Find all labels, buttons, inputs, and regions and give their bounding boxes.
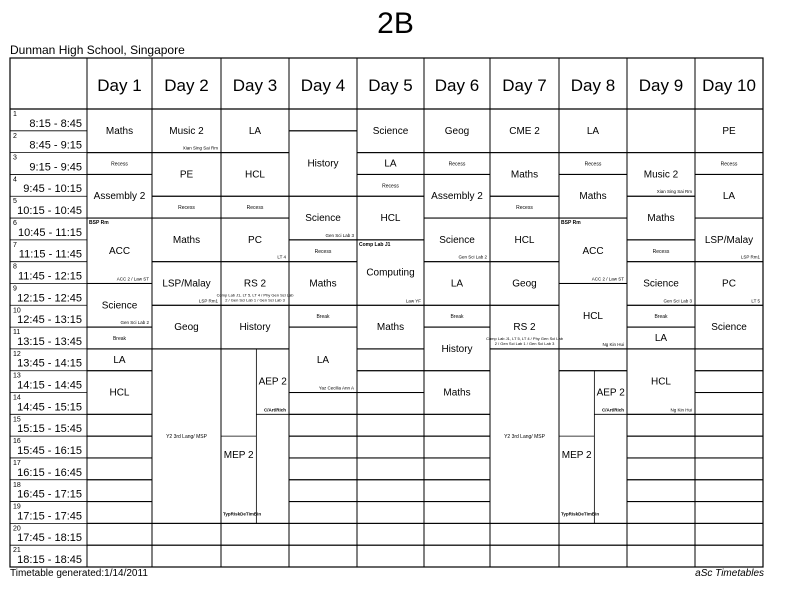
lesson-cell: [424, 480, 490, 502]
lesson-teacher: ACC 2 / Law ST: [116, 276, 149, 282]
lesson-subject: Recess: [111, 161, 128, 168]
lesson-subject: Science: [643, 278, 679, 290]
day-header: Day 8: [570, 76, 616, 95]
period-number: 12: [13, 350, 21, 358]
lesson-subject: Music 2: [643, 169, 679, 181]
lesson-teacher: C/Art/Rich: [263, 407, 286, 413]
period-time: 16:45 - 17:15: [17, 488, 82, 501]
lesson-subject: AEP 2: [596, 387, 625, 399]
lesson-subject: Recess: [314, 248, 332, 255]
lesson-cell: [695, 502, 763, 524]
lesson-note: 2 / Gen Sci Lab 1 / Gen Sci Lab 3: [225, 297, 285, 303]
lesson-subject: Break: [316, 314, 330, 321]
lesson-subject: RS 2: [243, 278, 267, 290]
page-title: 2B: [377, 7, 414, 40]
period-number: 9: [13, 285, 17, 293]
period-number: 3: [13, 154, 17, 162]
lesson-note: 2 / Gen Sci Lab 1 / Gen Sci Lab 3: [494, 340, 555, 346]
lesson-cell: [627, 436, 695, 458]
lesson-cell: [695, 545, 763, 567]
day-header: Day 6: [434, 76, 480, 95]
period-number: 19: [13, 503, 21, 511]
lesson-cell: [289, 502, 357, 524]
lesson-subject: ACC: [582, 245, 604, 257]
lesson-cell: [424, 545, 490, 567]
lesson-subject: Maths: [647, 213, 675, 225]
lesson-subject: Science: [101, 300, 138, 312]
lesson-teacher: Gen Sci Lab 2: [458, 254, 487, 260]
lesson-subject: History: [239, 322, 271, 334]
lesson-subject: Maths: [579, 191, 607, 203]
lesson-cell: [695, 480, 763, 502]
lesson-cell: [357, 436, 424, 458]
period-number: 13: [13, 372, 21, 380]
lesson-subject: Science: [372, 125, 409, 137]
lesson-subject: Y2 3rd Lang/ MSP: [504, 434, 545, 441]
lesson-cell: [87, 480, 152, 502]
lesson-subject: HCL: [650, 376, 672, 388]
lesson-cell: [490, 523, 559, 545]
lesson-teacher: Yaz Cecilia Ann A: [318, 385, 354, 391]
lesson-subject: HCL: [380, 213, 401, 225]
lesson-subject: HCL: [582, 311, 604, 323]
day-header: Day 9: [638, 76, 684, 95]
lesson-teacher: Gen Sci Lab 3: [325, 232, 354, 238]
day-header: Day 10: [702, 76, 756, 95]
lesson-subject: Science: [439, 234, 475, 246]
lesson-subject: Recess: [382, 183, 399, 190]
lesson-teacher: ACC 2 / Law ST: [591, 276, 624, 282]
lesson-subject: Geog: [444, 125, 470, 137]
period-time: 8:15 - 8:45: [29, 117, 82, 130]
lesson-subject: LA: [113, 354, 126, 366]
lesson-cell: [289, 436, 357, 458]
lesson-subject: LSP/Malay: [704, 234, 754, 246]
lesson-cell: [87, 458, 152, 480]
brand-note: aSc Timetables: [695, 568, 764, 579]
lesson-subject: LA: [586, 125, 600, 137]
lesson-subject: History: [441, 343, 473, 355]
lesson-cell: [357, 371, 424, 393]
lesson-cell: [424, 502, 490, 524]
lesson-subject: Assembly 2: [93, 191, 146, 203]
lesson-subject: Recess: [652, 248, 670, 255]
lesson-subject: PC: [248, 234, 262, 246]
lesson-subject: LSP/Malay: [162, 278, 211, 290]
lesson-cell: [289, 480, 357, 502]
lesson-subject: LA: [450, 278, 464, 290]
period-time: 10:45 - 11:15: [17, 226, 82, 239]
lesson-teacher: Ng Kin Hui: [670, 407, 692, 413]
lesson-cell: [87, 502, 152, 524]
period-time: 10:15 - 10:45: [17, 205, 82, 218]
day-header: Day 3: [232, 76, 278, 95]
lesson-subject: Geog: [174, 322, 199, 334]
lesson-teacher: Ng Kin Hui: [602, 341, 624, 347]
lesson-subject: Music 2: [169, 125, 204, 137]
period-time: 15:15 - 15:45: [17, 423, 82, 436]
period-time: 18:15 - 18:45: [17, 554, 82, 566]
lesson-teacher: C/Art/Rich: [601, 407, 624, 413]
lesson-cell: [559, 545, 627, 567]
period-time: 13:45 - 14:15: [17, 357, 82, 370]
lesson-cell: [289, 109, 357, 131]
period-number: 5: [13, 198, 17, 206]
lesson-subject: PC: [722, 278, 736, 290]
lesson-room: BSP Rm: [89, 220, 109, 227]
lesson-subject: AEP 2: [258, 376, 287, 388]
lesson-subject: HCL: [109, 387, 130, 399]
lesson-cell: [695, 436, 763, 458]
lesson-subject: LA: [248, 125, 262, 137]
lesson-cell: [627, 109, 695, 153]
period-time: 11:15 - 11:45: [18, 248, 82, 261]
lesson-subject: PE: [722, 125, 736, 137]
lesson-subject: LA: [722, 191, 736, 203]
lesson-cell: [695, 393, 763, 415]
lesson-subject: Maths: [443, 387, 471, 399]
lesson-cell: [87, 436, 152, 458]
lesson-subject: Recess: [720, 161, 738, 168]
lesson-cell: [357, 458, 424, 480]
lesson-subject: MEP 2: [223, 450, 254, 462]
day-header: Day 2: [164, 76, 209, 95]
lesson-cell: [695, 349, 763, 371]
period-number: 6: [13, 220, 17, 228]
lesson-subject: Y2 3rd Lang/ MSP: [166, 434, 207, 441]
period-number: 18: [13, 481, 21, 489]
lesson-cell: [695, 523, 763, 545]
lesson-cell: [695, 458, 763, 480]
period-number: 16: [13, 438, 21, 446]
lesson-cell: [424, 523, 490, 545]
lesson-subject: ACC: [108, 245, 131, 257]
lesson-teacher: Xian Sing Sai Rm: [656, 189, 692, 195]
lesson-subject: Maths: [105, 125, 134, 137]
day-header: Day 1: [97, 76, 142, 95]
lesson-teacher: LSP Rm1: [740, 254, 760, 260]
lesson-subject: Computing: [366, 267, 415, 279]
lesson-subject: Break: [112, 336, 127, 342]
lesson-note: Comp Lab J1, LT 5, LT 4 / Phy Gen Sci Lab: [216, 292, 294, 298]
lesson-cell: [357, 545, 424, 567]
lesson-subject: Recess: [516, 205, 533, 212]
school-name: Dunman High School, Singapore: [10, 43, 185, 57]
lesson-subject: Maths: [376, 322, 405, 334]
period-time: 11:45 - 12:15: [17, 270, 82, 283]
period-time: 8:45 - 9:15: [29, 139, 82, 152]
lesson-cell: [289, 414, 357, 436]
lesson-cell: [559, 523, 627, 545]
lesson-cell: [289, 523, 357, 545]
lesson-subject: Recess: [448, 161, 466, 168]
lesson-subject: Maths: [510, 169, 539, 181]
period-number: 10: [13, 307, 21, 315]
lesson-cell: [627, 480, 695, 502]
lesson-cell: [289, 393, 357, 415]
period-time: 15:45 - 16:15: [17, 444, 82, 457]
period-number: 8: [13, 263, 17, 271]
lesson-subject: MEP 2: [561, 450, 592, 462]
period-number: 17: [13, 459, 21, 467]
lesson-room: Comp Lab J1: [359, 241, 391, 248]
period-time: 17:15 - 17:45: [17, 510, 82, 523]
lesson-subject: HCL: [244, 169, 266, 181]
period-time: 13:15 - 13:45: [17, 335, 82, 348]
period-number: 21: [13, 547, 21, 555]
period-time: 17:45 - 18:15: [17, 532, 82, 545]
period-number: 20: [13, 525, 21, 533]
lesson-teacher: Gen Sci Lab 3: [663, 298, 692, 304]
lesson-cell: [87, 545, 152, 567]
period-number: 15: [13, 416, 21, 424]
lesson-subject: RS 2: [513, 322, 536, 334]
day-header: Day 7: [502, 76, 547, 95]
lesson-subject: Recess: [246, 205, 264, 212]
lesson-cell: [152, 523, 221, 545]
lesson-cell: [627, 523, 695, 545]
lesson-cell: [87, 414, 152, 436]
lesson-cell: [695, 371, 763, 393]
lesson-subject: Science: [305, 213, 341, 225]
lesson-cell: [152, 545, 221, 567]
day-header: Day 5: [368, 76, 413, 95]
period-number: 1: [13, 111, 17, 118]
lesson-cell: [221, 523, 289, 545]
lesson-cell: [559, 349, 627, 371]
lesson-cell: [289, 458, 357, 480]
period-number: 11: [13, 329, 21, 337]
lesson-subject: Geog: [512, 278, 537, 290]
period-number: 4: [13, 176, 17, 184]
lesson-subject: PE: [179, 169, 194, 181]
lesson-subject: LA: [384, 158, 397, 170]
lesson-room: BSP Rm: [561, 220, 581, 227]
lesson-cell: [424, 414, 490, 436]
lesson-cell: [357, 393, 424, 415]
lesson-subject: History: [307, 158, 339, 170]
lesson-cell: [627, 545, 695, 567]
generated-note: Timetable generated:1/14/2011: [10, 568, 148, 579]
lesson-cell: [424, 436, 490, 458]
lesson-subject: Maths: [309, 278, 337, 290]
lesson-subject: Maths: [172, 234, 201, 246]
lesson-cell: [87, 523, 152, 545]
lesson-cell: [695, 414, 763, 436]
period-time: 14:45 - 15:15: [17, 401, 82, 414]
lesson-subject: Recess: [584, 161, 602, 168]
lesson-subject: LA: [316, 354, 330, 366]
lesson-cell: [357, 480, 424, 502]
lesson-subject: Science: [711, 322, 747, 334]
lesson-cell: [357, 523, 424, 545]
lesson-note: Comp Lab J1, LT 5, LT 4 / Phy Gen Sci Lab: [486, 335, 563, 341]
lesson-cell: [627, 458, 695, 480]
lesson-cell: [357, 414, 424, 436]
period-time: 12:45 - 13:15: [17, 314, 82, 327]
lesson-cell: [490, 545, 559, 567]
period-time: 14:15 - 14:45: [17, 379, 82, 392]
lesson-subject: CME 2: [509, 125, 540, 137]
period-number: 14: [13, 394, 21, 402]
lesson-cell: [357, 502, 424, 524]
lesson-teacher: LSP Rm1: [198, 298, 218, 304]
lesson-teacher: LT 4: [277, 254, 286, 260]
lesson-cell: [424, 458, 490, 480]
period-number: 7: [13, 241, 17, 249]
period-time: 12:15 - 12:45: [17, 292, 82, 305]
lesson-cell: [357, 349, 424, 371]
day-header: Day 4: [300, 76, 346, 95]
period-time: 9:15 - 9:45: [29, 161, 82, 174]
period-time: 9:45 - 10:15: [23, 183, 82, 196]
lesson-subject: Assembly 2: [431, 191, 483, 203]
lesson-teacher: Gen Sci Lab 2: [120, 320, 149, 326]
lesson-teacher: TypRiskDeTimBin: [561, 511, 600, 517]
lesson-teacher: Law YF: [405, 298, 421, 304]
lesson-cell: [627, 414, 695, 436]
lesson-teacher: TypRiskDeTimBin: [223, 511, 262, 517]
lesson-subject: Break: [450, 314, 464, 321]
lesson-cell: [627, 502, 695, 524]
lesson-subject: Break: [654, 314, 668, 321]
period-time: 16:15 - 16:45: [17, 466, 82, 479]
lesson-teacher: Xian Sing Sai Rm: [182, 145, 218, 151]
lesson-subject: LA: [654, 333, 668, 344]
period-number: 2: [13, 132, 17, 140]
lesson-subject: Recess: [178, 205, 195, 212]
lesson-subject: HCL: [514, 234, 535, 246]
lesson-cell: [289, 545, 357, 567]
lesson-cell: [221, 545, 289, 567]
lesson-teacher: LT 5: [751, 298, 760, 304]
